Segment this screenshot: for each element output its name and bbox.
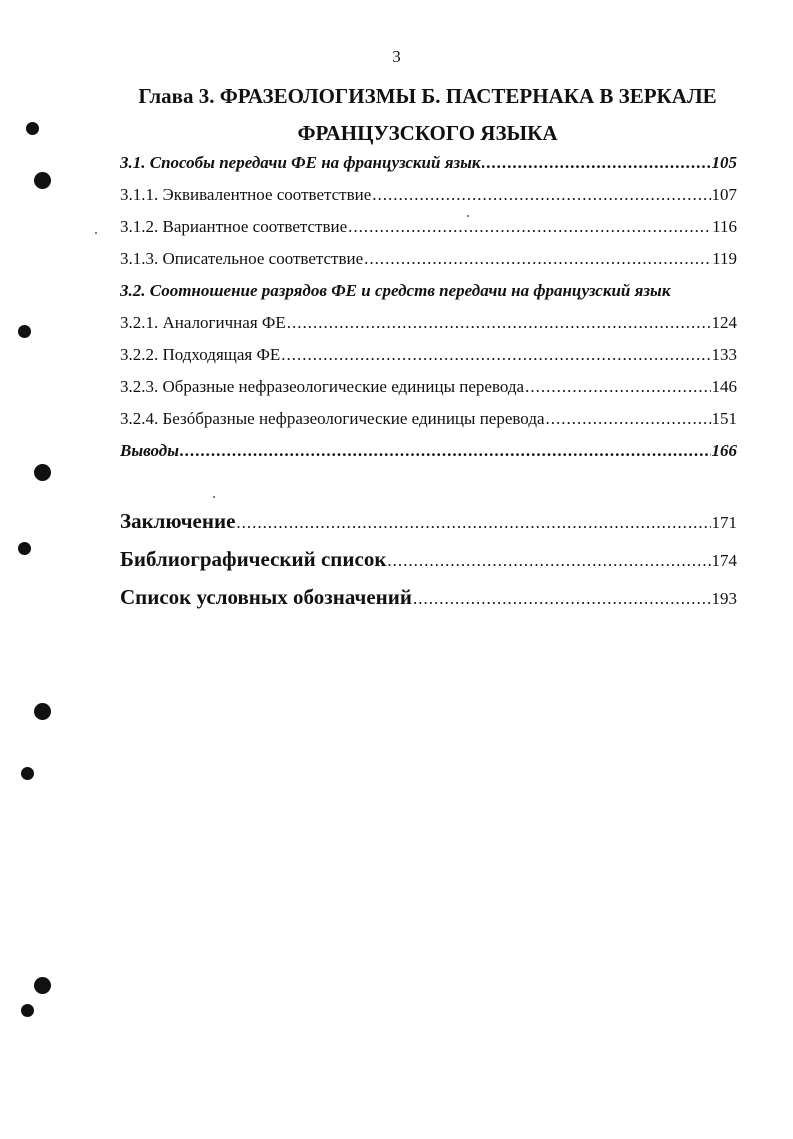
toc-label: 3.2.2. Подходящая ФЕ <box>120 345 281 364</box>
toc-row <box>120 403 737 435</box>
toc-page: 146 <box>711 377 737 396</box>
toc-row <box>120 179 737 211</box>
toc-page: 166 <box>711 441 737 460</box>
toc-row <box>120 371 737 403</box>
toc-leader <box>546 403 711 435</box>
toc-leader <box>364 243 711 275</box>
toc-label: 3.2.3. Образные нефразеологические единицы перевода <box>120 377 525 396</box>
toc-row <box>120 211 737 243</box>
toc-label: 3.1.3. Описательное соответствие <box>120 249 364 268</box>
chapter-title: Глава 3. ФРАЗЕОЛОГИЗМЫ Б. ПАСТЕРНАКА В ЗЕРКАЛЕ ФРАНЦУЗСКОГО ЯЗЫКА <box>138 84 717 145</box>
toc-row <box>120 243 737 275</box>
toc-label: 3.2. Соотношение разрядов ФЕ и средств передачи на французский язык <box>120 281 671 300</box>
toc-row <box>120 502 737 540</box>
toc-label: 3.2.1. Аналогичная ФЕ <box>120 313 286 332</box>
toc-label: Библиографический список <box>120 547 387 571</box>
binding-hole <box>34 464 51 481</box>
toc-leader <box>413 580 711 616</box>
scan-speck <box>467 215 469 217</box>
final-sections <box>120 502 737 616</box>
toc-page: 116 <box>712 217 737 236</box>
toc-label: Выводы <box>120 441 180 460</box>
toc-leader <box>482 147 711 179</box>
binding-hole <box>26 122 39 135</box>
toc-label: Список условных обозначений <box>120 585 412 609</box>
toc-row <box>120 339 737 371</box>
binding-hole <box>21 1004 34 1017</box>
toc-leader <box>281 339 710 371</box>
binding-hole <box>34 172 51 189</box>
toc-label: 3.1.2. Вариантное соответствие <box>120 217 348 236</box>
toc-page: 124 <box>711 313 737 332</box>
toc-leader <box>372 179 710 211</box>
toc-label: 3.1.1. Эквивалентное соответствие <box>120 185 372 204</box>
toc-leader <box>525 371 710 403</box>
toc-page: 105 <box>711 153 737 172</box>
toc-page: 193 <box>711 589 737 608</box>
toc-label: Заключение <box>120 509 236 533</box>
table-of-contents <box>120 147 737 467</box>
scan-speck <box>213 496 215 498</box>
toc-leader <box>180 435 710 467</box>
binding-hole <box>34 977 51 994</box>
scan-speck <box>95 232 97 234</box>
toc-row <box>120 435 737 467</box>
toc-row <box>120 578 737 616</box>
toc-leader <box>236 504 710 540</box>
toc-leader <box>287 307 711 339</box>
binding-hole <box>21 767 34 780</box>
toc-row <box>120 540 737 578</box>
toc-page: 171 <box>711 513 737 532</box>
toc-label: 3.1. Способы передачи ФЕ на французский язык <box>120 153 481 172</box>
toc-page: 133 <box>711 345 737 364</box>
binding-hole <box>18 542 31 555</box>
toc-page: 174 <box>711 551 737 570</box>
toc-leader <box>387 542 710 578</box>
toc-label: 3.2.4. Безóбразные нефразеологические единицы перевода <box>120 409 545 428</box>
toc-leader <box>348 211 711 243</box>
toc-page: 107 <box>711 185 737 204</box>
toc-page: 119 <box>712 249 737 268</box>
toc-page: 151 <box>711 409 737 428</box>
page-number: 3 <box>392 47 401 66</box>
toc-row <box>120 147 737 179</box>
toc-row <box>120 275 737 307</box>
binding-hole <box>18 325 31 338</box>
toc-row <box>120 307 737 339</box>
binding-hole <box>34 703 51 720</box>
